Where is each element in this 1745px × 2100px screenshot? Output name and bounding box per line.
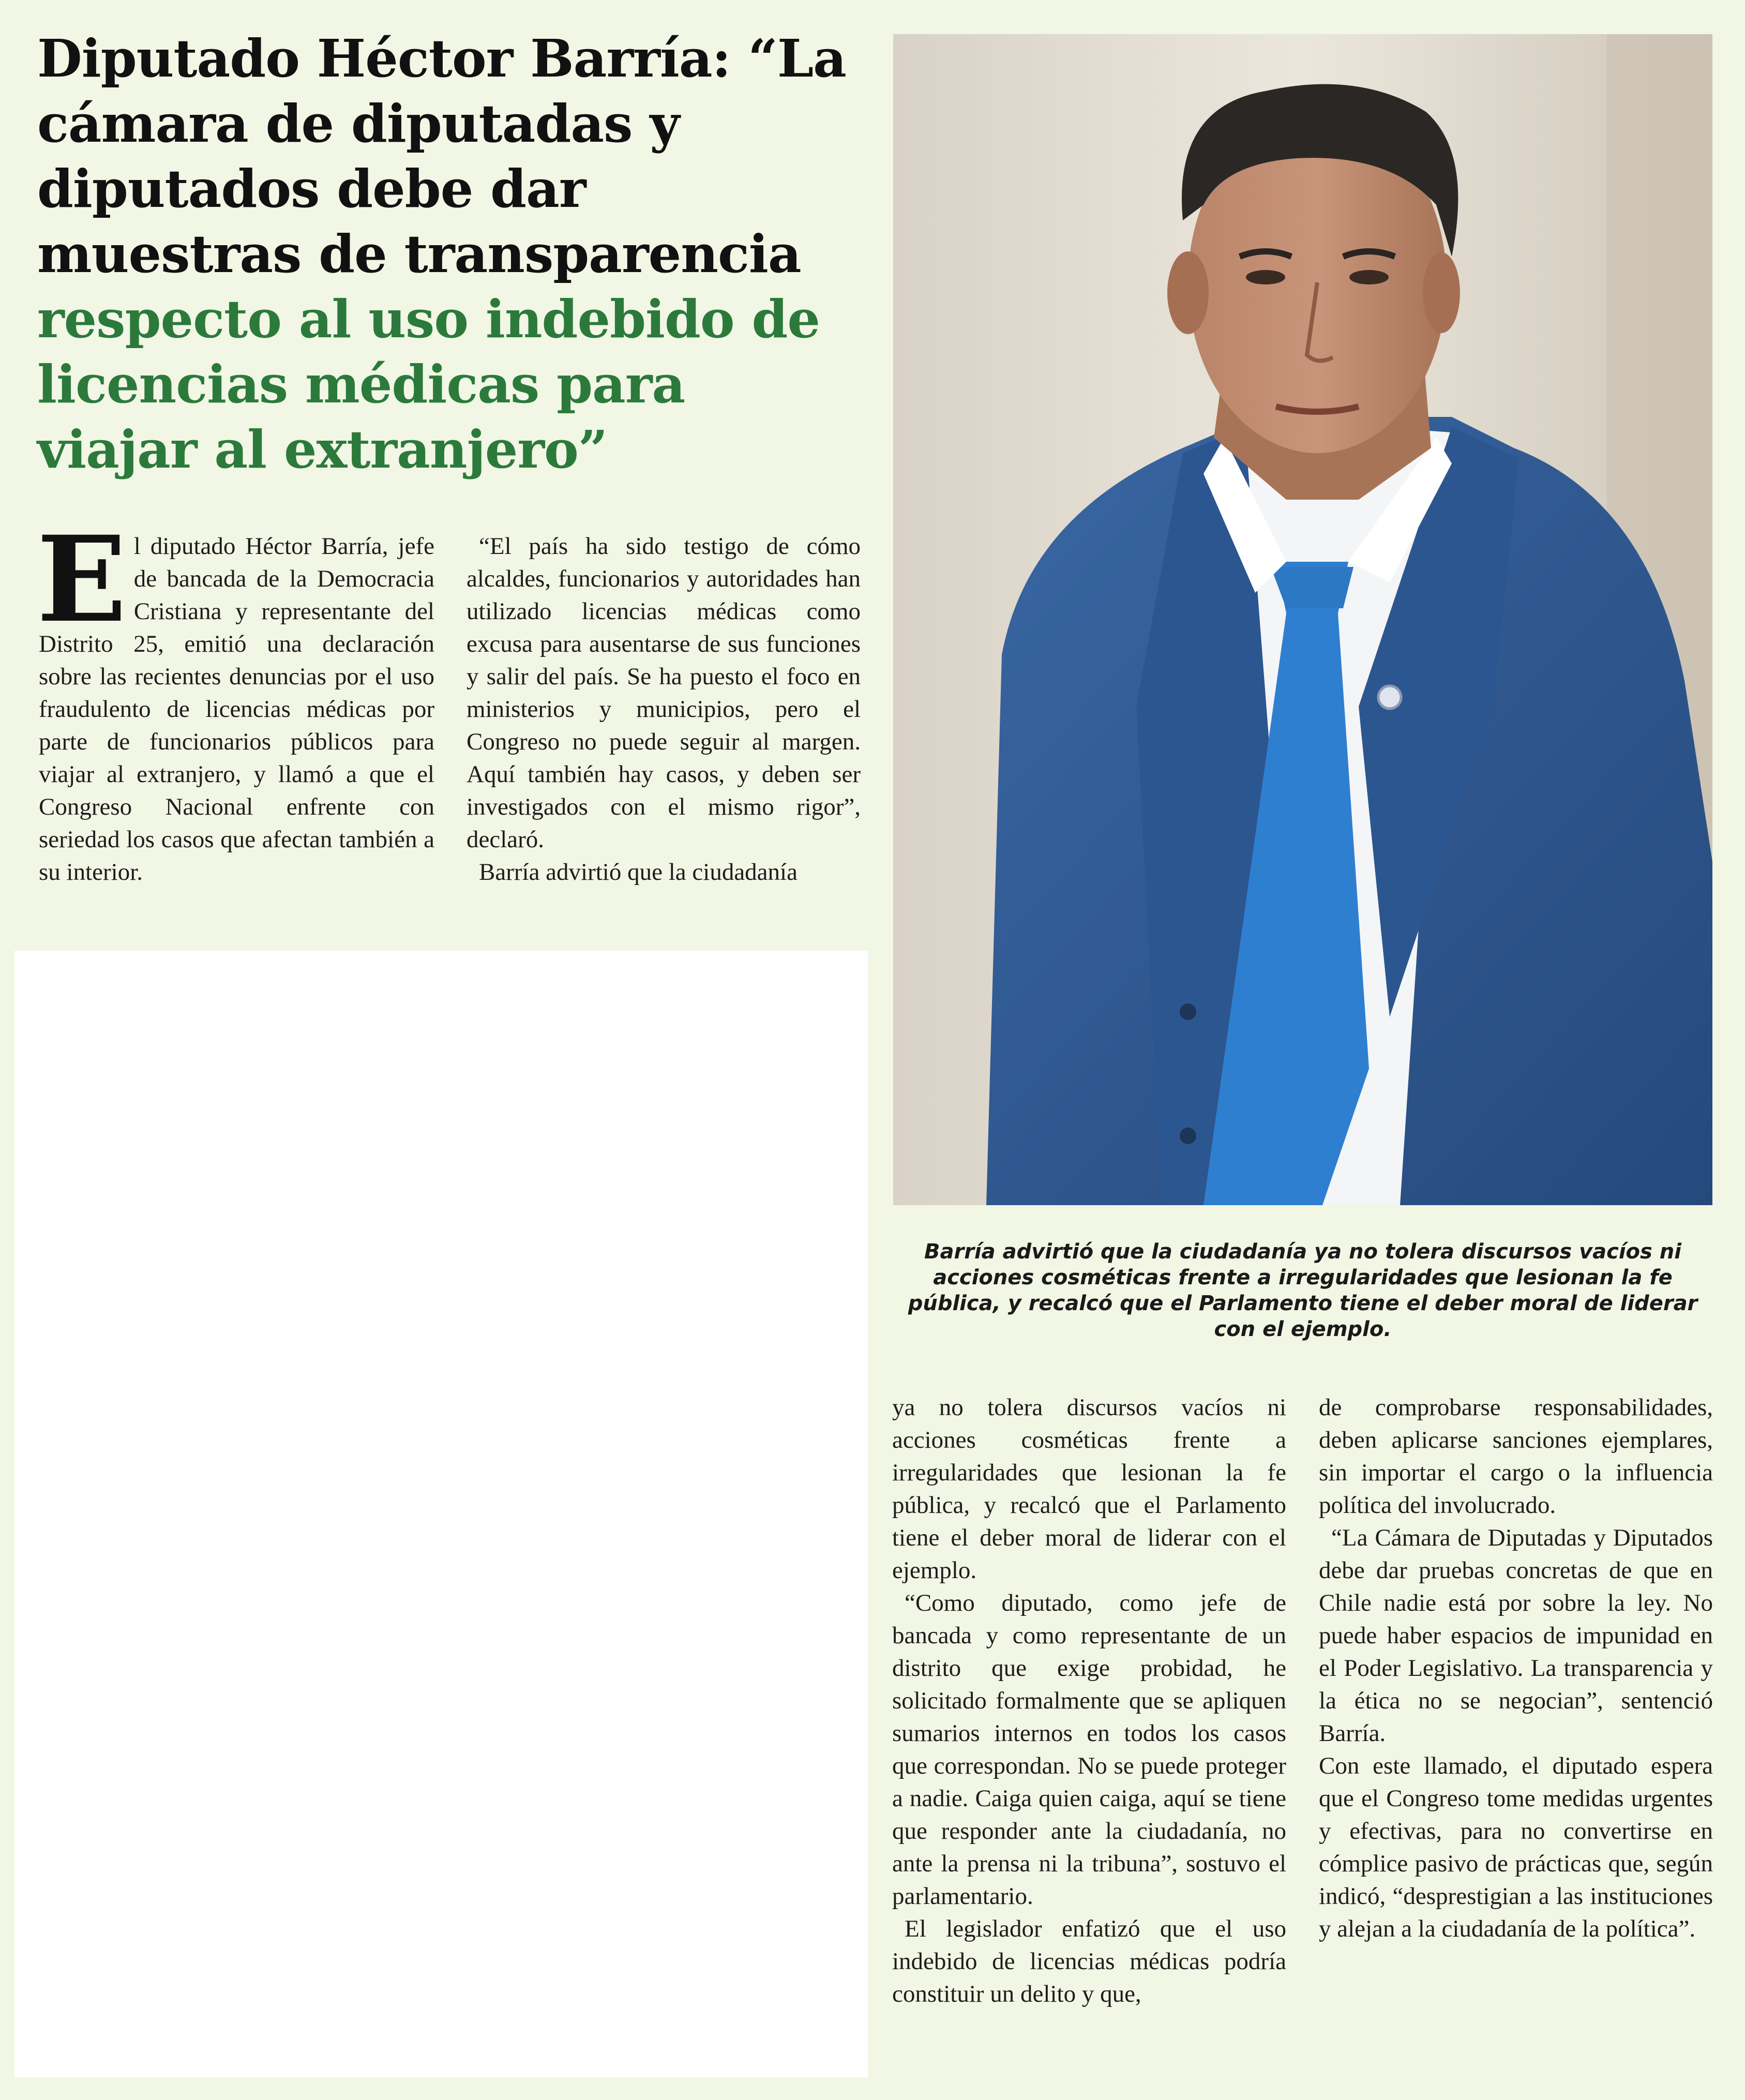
article-paragraph: Con este llamado, el diputado espera que el Congreso tome medidas urgentes y efectivas, para no convertirse en cómplice pasivo de prácticas que, según indicó, “desprestigian a las instituciones y alejan a la ciudadanía de la política”. bbox=[1319, 1752, 1713, 1942]
article-column-1 bbox=[37, 510, 434, 889]
portrait-photo bbox=[893, 34, 1712, 1205]
article-paragraph: “El país ha sido testigo de cómo alcaldes, funcionarios y autoridades han utilizado licencias médicas como excusa para ausentarse de sus funciones y salir del país. Se ha puesto el foco en ministerios y municipios, pero el Congreso no puede seguir al margen. Aquí también hay casos, y deben ser investigados con el mismo rigor”, declaró. bbox=[467, 533, 861, 853]
article-column-4 bbox=[1319, 1391, 1713, 1945]
lapel-pin bbox=[1378, 686, 1401, 709]
article-column-2 bbox=[467, 530, 861, 889]
article-paragraph: l diputado Héctor Barría, jefe de bancada de la Democracia Cristiana y representante del Distrito 25, emitió una declaración sobre las recientes denuncias por el uso fraudulento de licencias médicas por parte de funcionarios públicos para viajar al extranjero, y llamó a que el Congreso Nacional enfrente con seriedad los casos que afectan también a su interior. bbox=[39, 533, 434, 886]
blank-area bbox=[14, 951, 868, 2077]
article-paragraph: ya no tolera discursos vacíos ni acciones cosméticas frente a irregularidades que lesionan la fe pública, y recalcó que el Parlamento tiene el deber moral de liderar con el ejemplo. bbox=[892, 1394, 1286, 1584]
article-paragraph: “Como diputado, como jefe de bancada y como representante de un distrito que exige probidad, he solicitado formalmente que se apliquen sumarios internos en todos los casos que correspondan. No se puede proteger a nadie. Caiga quien caiga, aquí se tiene que responder ante la ciudadanía, no ante la prensa ni la tribuna”, sostuvo el parlamentario. bbox=[892, 1589, 1286, 1910]
headline bbox=[37, 26, 849, 482]
photo-caption: Barría advirtió que la ciudadanía ya no tolera discursos vacíos ni acciones cosméticas frente a irregularidades que lesionan la fe pública, y recalcó que el Parlamento tiene el deber moral de liderar con el ejemplo. bbox=[908, 1240, 1698, 1341]
portrait-illustration bbox=[893, 34, 1712, 1205]
drop-cap: E bbox=[37, 510, 127, 649]
article-paragraph: de comprobarse responsabilidades, deben aplicarse sanciones ejemplares, sin importar el cargo o la influencia política del involucrado. bbox=[1319, 1394, 1713, 1519]
article-column-3 bbox=[892, 1391, 1286, 2011]
headline-highlight: respecto al uso indebido de licencias médicas para viajar al extranjero” bbox=[37, 289, 820, 480]
article-paragraph: “La Cámara de Diputadas y Diputados debe dar pruebas concretas de que en Chile nadie está por sobre la ley. No puede haber espacios de impunidad en el Poder Legislativo. La transparencia y la ética no se negocian”, sentenció Barría. bbox=[1319, 1524, 1713, 1747]
article-paragraph: El legislador enfatizó que el uso indebido de licencias médicas podría constituir un delito y que, bbox=[892, 1915, 1286, 2007]
headline-main: Diputado Héctor Barría: “La cámara de diputadas y diputados debe dar muestras de transparencia bbox=[37, 28, 846, 284]
article-paragraph: Barría advirtió que la ciudadanía bbox=[479, 859, 798, 886]
